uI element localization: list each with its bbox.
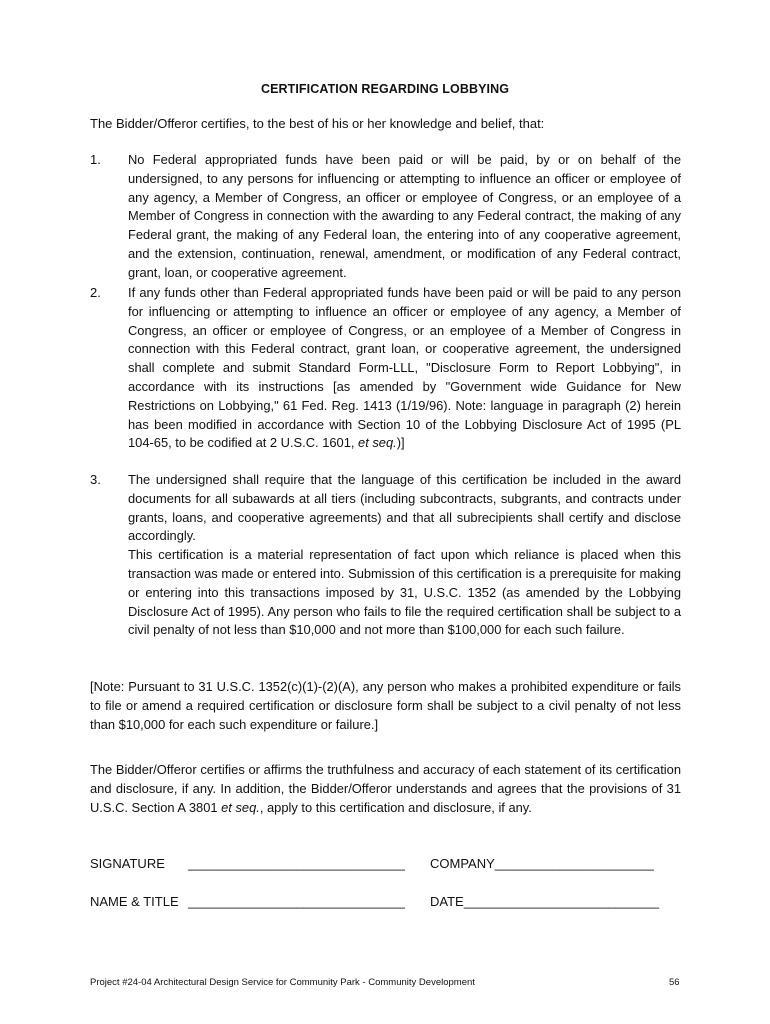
affirmation-text-italic: et seq.	[221, 799, 260, 815]
date-label	[430, 893, 659, 911]
item-number-2: 2.	[90, 285, 101, 300]
affirmation-paragraph	[90, 761, 681, 817]
item-2-text-before: If any funds other than Federal appropriated funds have been paid or will be paid to any person for influencing or attempting to influence an officer or employee of any agency, a Member of Congress, an officer or employee of Congress, or an employee of a Member of Congress in connection with this Federal contract, grant loan, or cooperative agreement, the undersigned shall complete and submit Standard Form-LLL, "Disclosure Form to Report Lobbying", in accordance with its instructions [as amended by "Government wide Guidance for New Restrictions on Lobbying," 61 Fed. Reg. 1413 (1/19/96). Note: language in paragraph (2) herein has been modified in accordance with Section 10 of the Lobbying Disclosure Act of 1995 (PL 104-65, to be codified at 2 U.S.C. 1601,	[128, 285, 681, 451]
item-3-paragraph-2: This certification is a material representation of fact upon which reliance is placed when this transaction was made or entered into. Submission of this certification is a prerequisite for making or entering into this transactions imposed by 31, U.S.C. 1352 (as amended by the Lobbying Disclosure Act of 1995). Any person who fails to file the required certification shall be subject to a civil penalty of not less than $10,000 and not more than $100,000 for each such failure.	[128, 547, 681, 638]
name-title-label: NAME & TITLE	[90, 894, 179, 909]
company-line: ______________________	[494, 856, 654, 871]
date-line: ___________________________	[463, 894, 659, 909]
footer-project: Project #24-04 Architectural Design Service for Community Park - Community Development	[90, 977, 475, 988]
company-label-text: COMPANY	[430, 856, 495, 871]
item-1-paragraph: No Federal appropriated funds have been paid or will be paid, by or on behalf of the undersigned, to any persons for influencing or attempting to influence an officer or employee of any agency, a Member of Congress, an officer or employee of Congress, or an employee of a Member of Congress in connection with the awarding to any Federal contract, the making of any Federal grant, the making of any Federal loan, the entering into of any cooperative agreement, and the extension, continuation, renewal, amendment, or modification of any Federal contract, grant, loan, or cooperative agreement.	[128, 152, 681, 280]
date-label-text: DATE	[430, 894, 464, 909]
affirmation-text-before: The Bidder/Offeror certifies or affirms the truthfulness and accuracy of each statement of its certification and disclosure, if any. In addition, the Bidder/Offeror understands and agrees that the provisions of 31 U.S.C. Section A 3801	[90, 762, 681, 815]
item-2-text-after: )]	[396, 435, 405, 451]
signature-line: ______________________________	[188, 856, 405, 871]
affirmation-text-after: , apply to this certification and disclosure, if any.	[259, 799, 532, 815]
item-number-1: 1.	[90, 152, 101, 167]
document-title: CERTIFICATION REGARDING LOBBYING	[260, 82, 510, 96]
company-label	[430, 855, 654, 873]
item-2-paragraph	[128, 284, 681, 453]
item-number-3: 3.	[90, 472, 101, 487]
item-2-text-italic: et seq.	[358, 435, 397, 451]
name-title-line: ______________________________	[188, 894, 405, 909]
intro-text: The Bidder/Offeror certifies, to the best of his or her knowledge and belief, that:	[90, 116, 545, 131]
page-number: 56	[669, 977, 680, 988]
item-text-2	[128, 284, 681, 453]
item-text-3	[128, 471, 681, 640]
item-text-1	[128, 151, 681, 283]
item-3-paragraph-1: The undersigned shall require that the language of this certification be included in the award documents for all subawards at all tiers (including subcontracts, subgrants, and contracts under grants, loans, and cooperative agreements) and that all subrecipients shall certify and disclose accordingly.	[128, 472, 681, 544]
signature-label: SIGNATURE	[90, 856, 165, 871]
note-paragraph: [Note: Pursuant to 31 U.S.C. 1352(c)(1)-(2)(A), any person who makes a prohibited expenditure or fails to file or amend a required certification or disclosure form shall be subject to a civil penalty of not less than $10,000 for each such expenditure or failure.]	[90, 679, 681, 732]
